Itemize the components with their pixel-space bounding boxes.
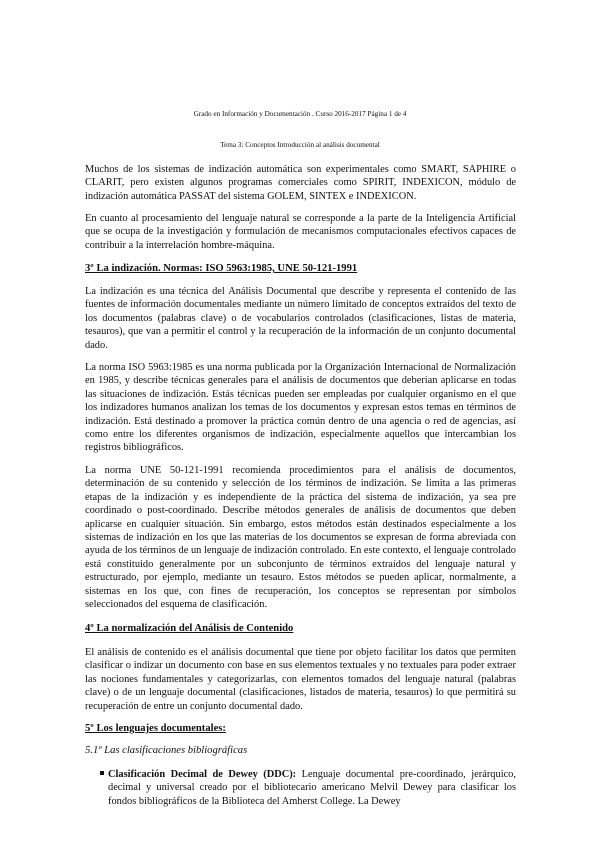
list-item-term: Clasificación Decimal de Dewey (DDC): [108,769,297,780]
section-heading-documentary-languages: 5º Los lenguajes documentales: [85,723,226,734]
list-item-text [108,768,516,808]
paragraph-content-analysis: El análisis de contenido es el análisis documental que tiene por objeto facilitar los datos que permiten clasificar o indizar un documento con base en sus elementos textuales y no textuales para poder extraer las nociones fundamentales y categorizarlas, con elementos tomados del lenguaje natural (palabras clave) o de un lenguaje documental (clasificaciones, listados de materia, tesauros) lo que permitirá su recuperación de entre un conjunto documental dado. [85,647,516,712]
subsection-heading-classifications: 5.1º Las clasificaciones bibliográficas [85,745,248,756]
bullet-square-icon [100,771,104,775]
paragraph-iso-5963: La norma ISO 5963:1985 es una norma publicada por la Organización Internacional de Normalización en 1985, y describe técnicas generales para el análisis de documentos que deberían aplicarse en todas las situaciones de indización. Estás técnicas pueden ser empleadas por cualquier organismo en el que los indizadores humanos analizan los temas de los documentos y expresan estos temas en términos de indización. Está destinado a promover la práctica común dentro de una agencia o red de agencias, así como entre los diferentes organismos de indización, especialmente aquellos que intercambian los registros bibliográficos. [85,362,516,454]
paragraph-une-50-121: La norma UNE 50-121-1991 recomienda procedimientos para el análisis de documentos, determinación de su contenido y selección de los términos de indización. Se limita a las primeras etapas de la indización y es independiente de la práctica del sistema de indización, ya sea pre coordinado o post-coordinado. Describe métodos generales de análisis de documentos que deben aplicarse en cualquier situación. Sin embargo, estos métodos están destinados especialmente a los sistemas de indización en los que las materias de los documentos se expresan de forma abreviada con ayuda de los términos de un lenguaje de indización controlado. En este contexto, el lenguaje controlado está constituido generalmente por un subconjunto de términos extraídos del lenguaje natural y estructurado, por ejemplo, mediante un tesauro. Estos métodos se pueden aplicar, normalmente, a sistemas en los que, con fines de recuperación, los conceptos se representan por símbolos seleccionados del esquema de clasificación. [85,465,516,611]
paragraph-automatic-indexing: Muchos de los sistemas de indización automática son experimentales como SMART, SAPHIRE o CLARIT, pero existen algunos programas comerciales como SPIRIT, INDEXICON, módulo de indización automática PASSAT del sistema GOLEM, SINTEX e INDEXICON. [85,164,516,202]
section-heading-indexing: 3º La indización. Normas: ISO 5963:1985, UNE 50-121-1991 [85,263,358,274]
paragraph-indexing-definition: La indización es una técnica del Análisis Documental que describe y representa el contenido de las fuentes de información documentales mediante un número limitado de conceptos extraídos del texto de los documentos (palabras clave) o de vocabularios controlados (clasificaciones, listas de materia, tesauros), que van a permitir el control y la recuperación de la información de un conjunto documental dado. [85,286,516,351]
page-header-course: Grado en Información y Documentación . Curso 2016-2017 Página 1 de 4 [193,110,407,118]
list-item-description: Lenguaje documental pre-coordinado, jerárquico, decimal y universal creado por el bibliotecario americano Melvil Dewey para clasificar los fondos bibliográficos de la Biblioteca del Amherst College. La Dewey [108,769,516,807]
paragraph-nlp: En cuanto al procesamiento del lenguaje natural se corresponde a la parte de la Inteligencia Artificial que se ocupa de la investigación y formulación de mecanismos computacionales efectivos capaces de contribuir a la interrelación hombre-máquina. [85,213,516,251]
list-item-dewey [108,768,516,808]
page-header-topic: Tema 3: Conceptos Introducción al análisis documental [220,141,380,149]
section-heading-content-analysis: 4º La normalización del Análisis de Contenido [85,623,294,634]
